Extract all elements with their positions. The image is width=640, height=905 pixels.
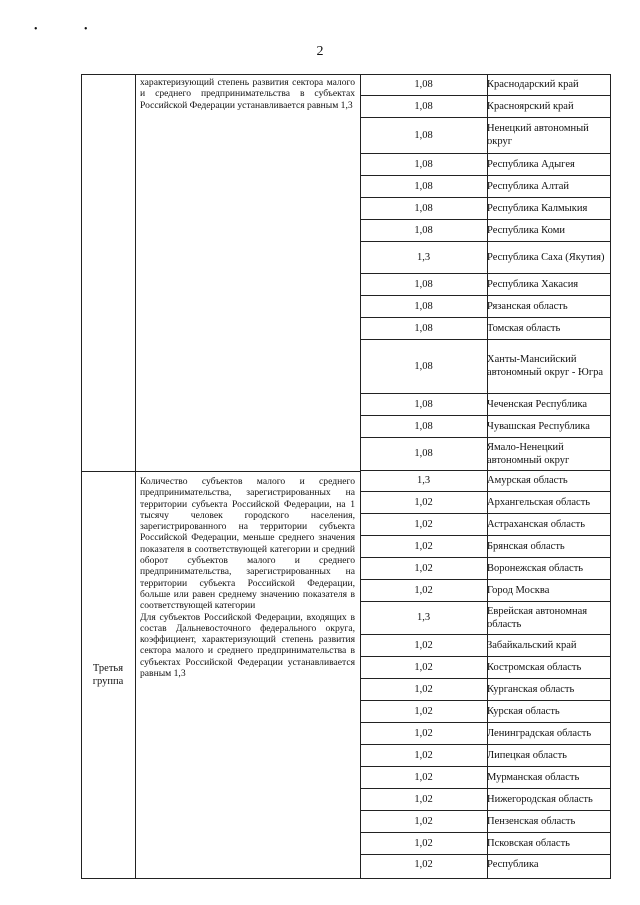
coefficient-cell: 1,02 <box>414 749 433 761</box>
coefficient-cell: 1,3 <box>416 475 431 486</box>
table-border-right <box>610 74 611 879</box>
coefficient-cell: 1,08 <box>414 158 433 170</box>
coefficient-cell: 1,02 <box>414 727 433 739</box>
coefficient-cell: 1,02 <box>414 771 433 783</box>
region-name: Псковская область <box>487 837 570 849</box>
coefficient-cell: 1,02 <box>414 540 433 552</box>
region-name: Республика Алтай <box>487 180 570 192</box>
region-cell <box>487 601 607 634</box>
region-name: Забайкальский край <box>487 639 577 651</box>
region-cell <box>487 810 607 832</box>
region-cell <box>487 788 607 810</box>
region-cell <box>487 437 607 470</box>
coefficient-cell: 1,3 <box>416 251 431 263</box>
region-cell <box>487 722 607 744</box>
region-name: Воронежская область <box>487 562 584 574</box>
coefficient-cell: 1,02 <box>414 683 433 695</box>
table-border-left <box>81 74 82 879</box>
group-1-description <box>140 77 355 111</box>
coefficient-cell: 1,02 <box>414 518 433 530</box>
region-name: Республика Адыгея <box>487 158 575 170</box>
coefficient-cell: 1,02 <box>414 793 433 805</box>
region-cell <box>487 339 607 393</box>
table-border-bottom <box>81 878 611 879</box>
coefficient-cell: 1,02 <box>414 562 433 574</box>
region-name: Ненецкий автономный округ <box>487 123 589 147</box>
region-name: Амурская область <box>487 475 568 486</box>
region-cell <box>487 678 607 700</box>
coefficient-cell: 1,08 <box>414 100 433 112</box>
region-cell <box>487 74 607 95</box>
group-2-description-text-2: Для субъектов Российской Федерации, входящих в состав Дальневосточного федерального округа, коэффициент, характеризующий степень развития сектора малого и среднего предпринимательства в субъектах Российской Федерации устанавливается равным 1,3 <box>140 611 355 680</box>
coefficient-cell: 1,08 <box>414 360 433 372</box>
region-name: Курская область <box>487 705 560 717</box>
page-number: 2 <box>316 44 324 59</box>
region-name: Ленинградская область <box>487 727 592 739</box>
region-cell <box>487 197 607 219</box>
group-divider <box>81 471 360 472</box>
region-name: Республика Коми <box>487 224 565 236</box>
region-name: Рязанская область <box>487 300 568 312</box>
coefficient-cell: 1,08 <box>414 448 433 459</box>
region-cell <box>487 656 607 678</box>
region-name: Город Москва <box>487 584 550 596</box>
region-cell <box>487 219 607 241</box>
table-border-top <box>81 74 360 75</box>
region-name: Костромская область <box>487 661 582 673</box>
region-name: Республика Калмыкия <box>487 202 588 214</box>
group-1-description-text: характеризующий степень развития сектора малого и среднего предпринимательства в субъектах Российской Федерации устанавливается равным 1,3 <box>140 77 355 111</box>
region-name: Архангельская область <box>487 496 591 508</box>
region-name: Еврейская автономная область <box>487 605 588 630</box>
region-cell <box>487 634 607 656</box>
coefficient-cell: 1,3 <box>416 612 431 623</box>
coefficient-cell: 1,02 <box>414 815 433 827</box>
group-2-description-text-1: Количество субъектов малого и среднего предпринимательства, зарегистрированных на территории субъекта Российской Федерации, на 1 тысячу человек городского населения, зарегистрированного на территории субъекта Российской Федерации, меньше среднего значения показателя в соответствующей категории и средний оборот субъектов малого и среднего предпринимательства, зарегистрированных на территории субъекта Российской Федерации, больше или равен среднему значению показателя в соответствующей категории <box>140 476 355 612</box>
region-cell <box>487 95 607 117</box>
region-name: Астраханская область <box>487 518 585 530</box>
region-name: Нижегородская область <box>487 793 593 805</box>
region-cell <box>487 117 607 153</box>
region-cell <box>487 700 607 722</box>
coefficient-cell: 1,02 <box>414 858 433 870</box>
coefficient-cell: 1,08 <box>414 79 433 90</box>
region-cell <box>487 854 607 874</box>
region-cell <box>487 470 607 491</box>
region-name: Курганская область <box>487 683 575 695</box>
coefficient-cell: 1,08 <box>414 224 433 236</box>
region-cell <box>487 175 607 197</box>
region-name: Ханты-Мансийский автономный округ - Югра <box>487 354 604 378</box>
region-name: Чувашская Республика <box>487 420 590 432</box>
region-cell <box>487 415 607 437</box>
region-name: Республика <box>487 858 539 870</box>
region-name: Республика Саха (Якутия) <box>487 251 605 263</box>
region-name: Красноярский край <box>487 100 574 112</box>
coefficient-cell: 1,02 <box>414 639 433 651</box>
region-cell <box>487 153 607 175</box>
column-divider-group <box>135 74 136 879</box>
coefficient-cell: 1,08 <box>414 129 433 141</box>
region-cell <box>487 744 607 766</box>
coefficient-cell: 1,08 <box>414 202 433 214</box>
region-name: Ямало-Ненецкий автономный округ <box>487 441 570 466</box>
group-2-label: Третья группа <box>92 663 124 687</box>
coefficient-cell: 1,02 <box>414 661 433 673</box>
coefficient-cell: 1,08 <box>414 180 433 192</box>
region-name: Пензенская область <box>487 815 576 827</box>
coefficient-cell: 1,02 <box>414 496 433 508</box>
region-cell <box>487 579 607 601</box>
allocation-table <box>81 74 611 879</box>
region-cell <box>487 557 607 579</box>
region-cell <box>487 832 607 854</box>
coefficient-cell: 1,08 <box>414 300 433 312</box>
region-name: Брянская область <box>487 540 565 552</box>
coefficient-cell: 1,08 <box>414 322 433 334</box>
region-cell <box>487 766 607 788</box>
coefficient-cell: 1,08 <box>414 398 433 410</box>
region-name: Республика Хакасия <box>487 278 579 290</box>
region-name: Чеченская Республика <box>487 398 588 410</box>
region-cell <box>487 393 607 415</box>
region-name: Мурманская область <box>487 771 580 783</box>
region-name: Липецкая область <box>487 749 567 761</box>
region-cell <box>487 241 607 273</box>
group-2-description <box>140 476 355 679</box>
coefficient-cell: 1,08 <box>414 420 433 432</box>
region-cell <box>487 513 607 535</box>
region-name: Томская область <box>487 322 561 334</box>
coefficient-cell: 1,02 <box>414 837 433 849</box>
region-cell <box>487 273 607 295</box>
coefficient-cell: 1,02 <box>414 705 433 717</box>
coefficient-cell: 1,02 <box>414 584 433 596</box>
region-name: Краснодарский край <box>487 79 579 90</box>
region-cell <box>487 317 607 339</box>
coefficient-cell: 1,08 <box>414 278 433 290</box>
scan-marks: • • <box>34 24 110 35</box>
region-cell <box>487 491 607 513</box>
region-cell <box>487 535 607 557</box>
region-cell <box>487 295 607 317</box>
